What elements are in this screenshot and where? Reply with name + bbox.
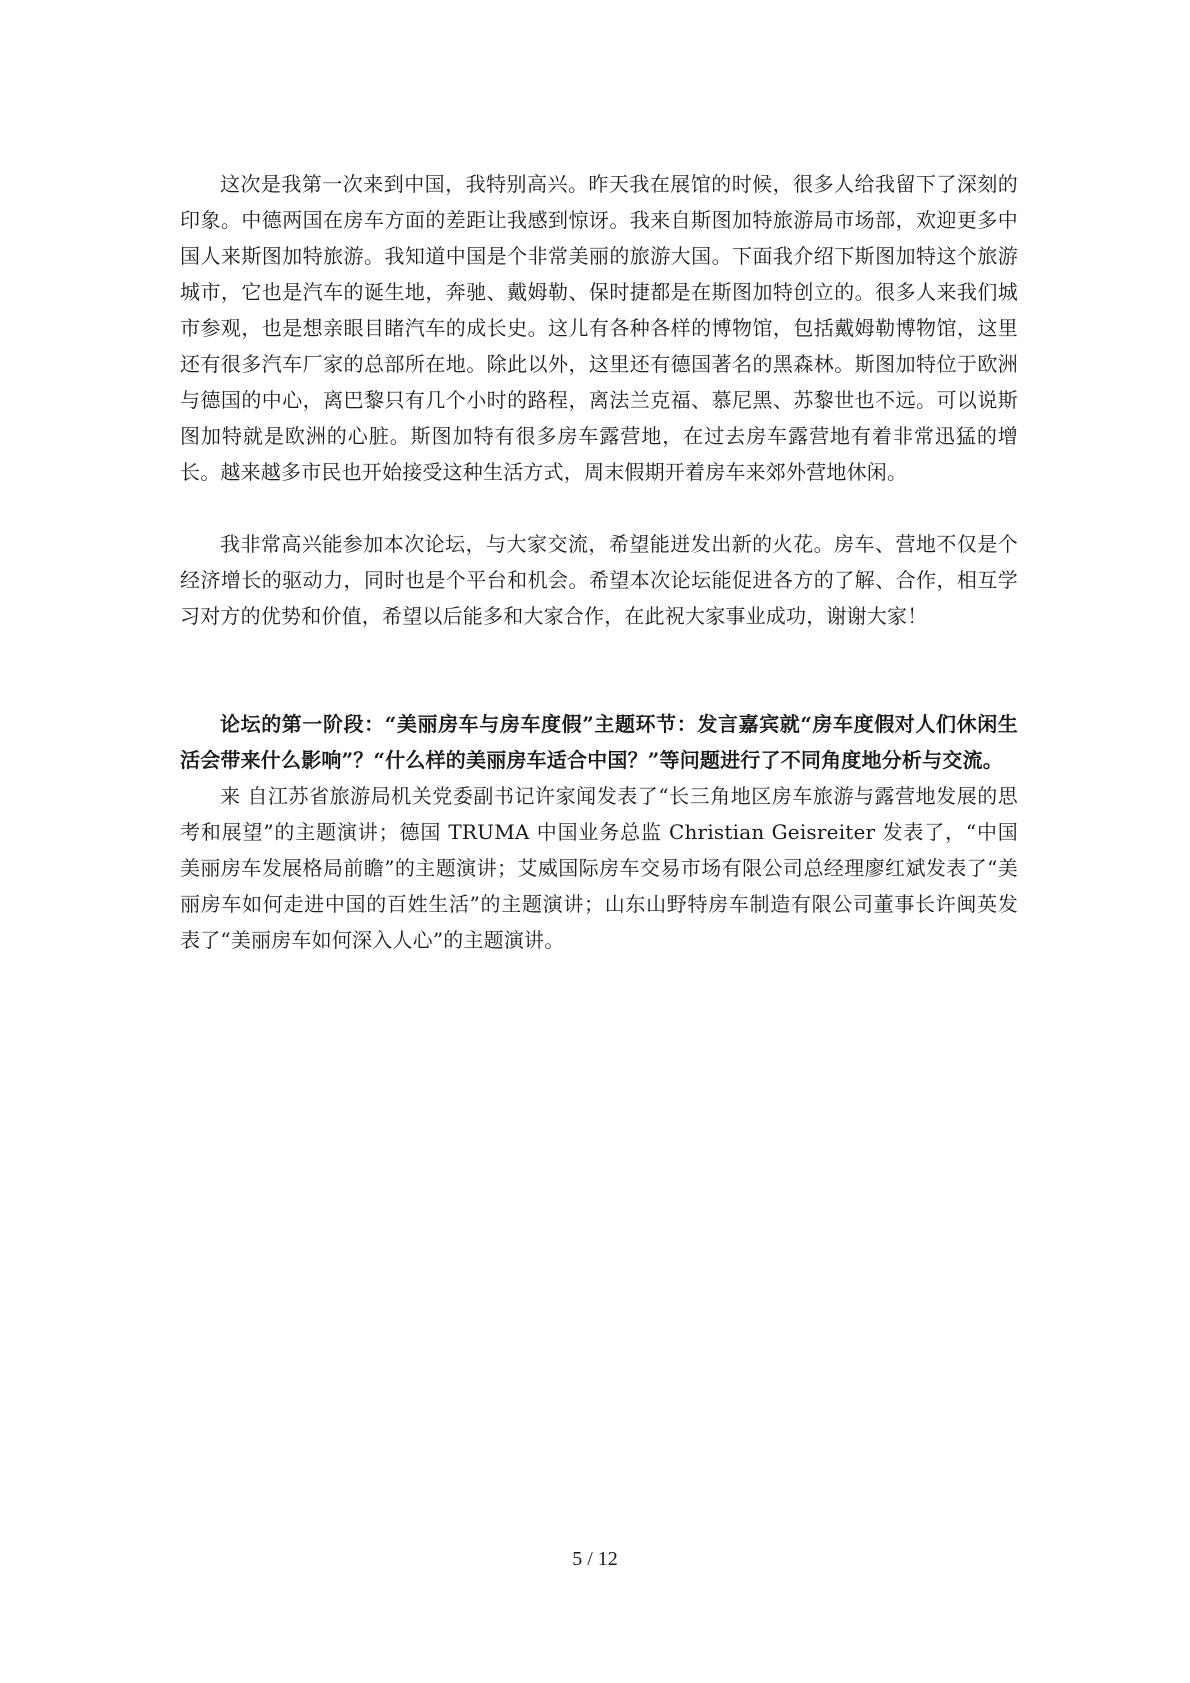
page-number: 5 / 12 — [572, 1548, 618, 1570]
paragraph-forum-thanks: 我非常高兴能参加本次论坛，与大家交流，希望能迸发出新的火花。房车、营地不仅是个经济增长的驱动力，同时也是个平台和机会。希望本次论坛能促进各方的了解、合作，相互学习对方的优势和价值，希望以后能多和大家合作，在此祝大家事业成功，谢谢大家！ — [180, 532, 1018, 628]
section-heading-first-stage: 论坛的第一阶段：“美丽房车与房车度假”主题环节：发言嘉宾就“房车度假对人们休闲生活会带来什么影响”？“什么样的美丽房车适合中国？”等问题进行了不同角度地分析与交流。 — [180, 712, 1018, 772]
paragraph-stuttgart-intro: 这次是我第一次来到中国，我特别高兴。昨天我在展馆的时候，很多人给我留下了深刻的印象。中德两国在房车方面的差距让我感到惊讶。我来自斯图加特旅游局市场部，欢迎更多中国人来斯图加特旅游。我知道中国是个非常美丽的旅游大国。下面我介绍下斯图加特这个旅游城市，它也是汽车的诞生地，奔驰、戴姆勒、保时捷都是在斯图加特创立的。很多人来我们城市参观，也是想亲眼目睹汽车的成长史。这儿有各种各样的博物馆，包括戴姆勒博物馆，这里还有很多汽车厂家的总部所在地。除此以外，这里还有德国著名的黑森林。斯图加特位于欧洲与德国的中心，离巴黎只有几个小时的路程，离法兰克福、慕尼黑、苏黎世也不远。可以说斯图加特就是欧洲的心脏。斯图加特有很多房车露营地，在过去房车露营地有着非常迅猛的增长。越来越多市民也开始接受这种生活方式，周末假期开着房车来郊外营地休闲。 — [180, 172, 1018, 484]
document-body — [180, 166, 1018, 958]
paragraph-speakers: 来 自江苏省旅游局机关党委副书记许家闻发表了“长三角地区房车旅游与露营地发展的思考和展望”的主题演讲；德国 TRUMA 中国业务总监 Christian Geisreiter 发表了，“中国美丽房车发展格局前瞻”的主题演讲；艾威国际房车交易市场有限公司总经理廖红斌发表了“美丽房车如何走进中国的百姓生活”的主题演讲；山东山野特房车制造有限公司董事长许闽英发表了“美丽房车如何深入人心”的主题演讲。 — [180, 784, 1018, 952]
